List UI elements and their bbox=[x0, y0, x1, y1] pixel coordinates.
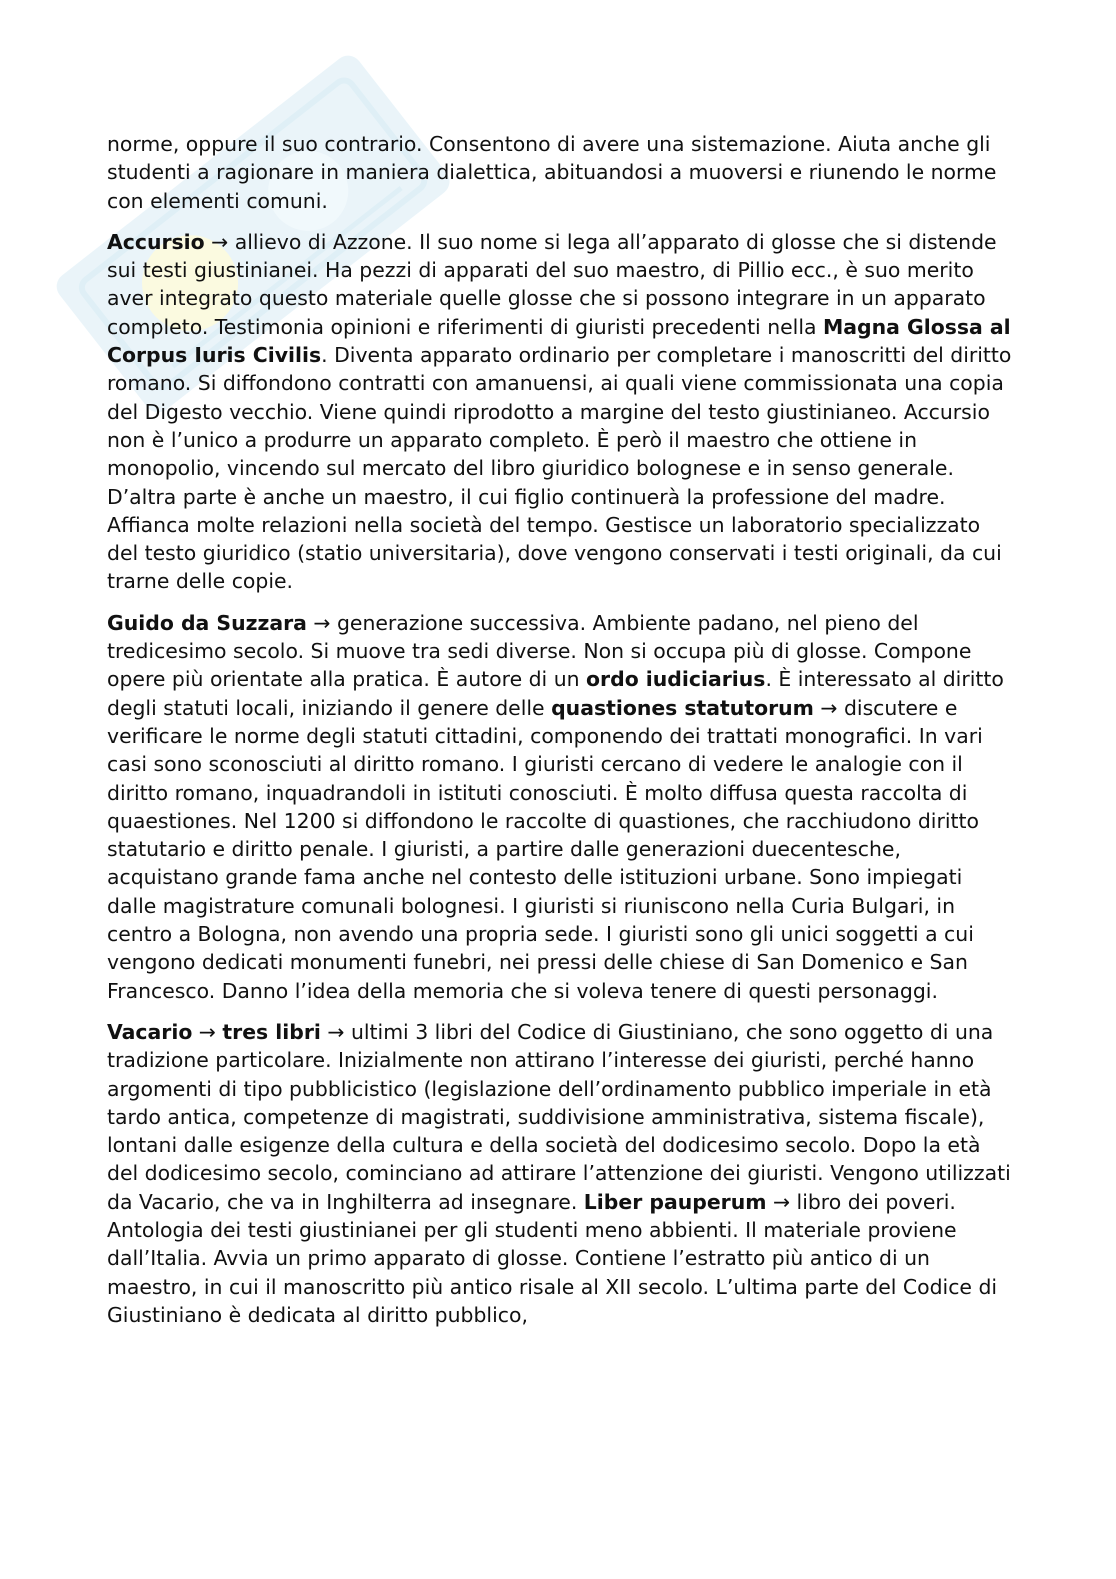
text-run: norme, oppure il suo contrario. Consentono di avere una sistemazione. Aiuta anche gli studenti a ragionare in maniera dialettica, abituandosi a muoversi e riunendo le norme con elementi comuni. bbox=[107, 132, 997, 213]
bold-term: Magna Glossa al Corpus Iuris Civilis bbox=[107, 314, 1011, 368]
paragraph bbox=[107, 1018, 1012, 1329]
bold-term: Vacario bbox=[107, 1019, 193, 1044]
paragraph bbox=[107, 228, 1012, 596]
bold-term: ordo iudiciarius bbox=[586, 667, 766, 692]
text-run: → allievo di Azzone. Il suo nome si lega all’apparato di glosse che si distende sui testi giustinianei. Ha pezzi di apparati del suo maestro, di Pillio ecc., è suo merito aver integrato questo materiale quelle glosse che si possono integrare in un apparato completo. Testimonia opinioni e riferimenti di giuristi precedenti nella bbox=[107, 229, 997, 339]
text-run: → libro dei poveri. Antologia dei testi giustinianei per gli studenti meno abbienti. Il materiale proviene dall’Italia. Avvia un primo apparato di glosse. Contiene l’estratto più antico di un maestro, in cui il manoscritto più antico risale al XII secolo. L’ultima parte del Codice di Giustiniano è dedicata al diritto pubblico, bbox=[107, 1189, 998, 1327]
paragraph bbox=[107, 130, 1012, 215]
bold-term: tres libri bbox=[222, 1019, 321, 1044]
bold-term: Liber pauperum bbox=[583, 1189, 767, 1214]
text-run: . È interessato al diritto degli statuti locali, iniziando il genere delle bbox=[107, 667, 1004, 720]
text-run: → ultimi 3 libri del Codice di Giustiniano, che sono oggetto di una tradizione particolare. Inizialmente non attirano l’interesse dei giuristi, perché hanno argomenti di tipo pubblicistico (legislazione dell’ordinamento pubblico imperiale in età tardo antica, competenze di magistrati, suddivisione amministrativa, sistema fiscale), lontani dalle esigenze della cultura e della società del dodicesimo secolo. Dopo la età del dodicesimo secolo, cominciano ad attirare l’attenzione dei giuristi. Vengono utilizzati da Vacario, che va in Inghilterra ad insegnare. bbox=[107, 1019, 1011, 1214]
document-body bbox=[107, 130, 1012, 1342]
text-run: → discutere e verificare le norme degli statuti cittadini, componendo dei trattati monografici. In vari casi sono sconosciuti al diritto romano. I giuristi cercano di vedere le analogie con il diritto romano, inquadrandoli in istituti conosciuti. È molto diffusa questa raccolta di quaestiones. Nel 1200 si diffondono le raccolte di quastiones, che racchiudono diritto statutario e diritto penale. I giuristi, a partire dalle generazioni duecentesche, acquistano grande fama anche nel contesto delle istituzioni urbane. Sono impiegati dalle magistrature comunali bolognesi. I giuristi si riuniscono nella Curia Bulgari, in centro a Bologna, non avendo una propria sede. I giuristi sono gli unici soggetti a cui vengono dedicati monumenti funebri, nei pressi delle chiese di San Domenico e San Francesco. Danno l’idea della memoria che si voleva tenere di questi personaggi. bbox=[107, 695, 983, 1003]
bold-term: Accursio bbox=[107, 229, 205, 254]
bold-term: quastiones statutorum bbox=[551, 695, 814, 720]
text-run: → generazione successiva. Ambiente padano, nel pieno del tredicesimo secolo. Si muove tra sedi diverse. Non si occupa più di glosse. Compone opere più orientate alla pratica. È autore di un bbox=[107, 610, 972, 692]
text-run: → bbox=[192, 1019, 223, 1044]
paragraph bbox=[107, 609, 1012, 1005]
text-run: . Diventa apparato ordinario per completare i manoscritti del diritto romano. Si diffondono contratti con amanuensi, ai quali viene commissionata una copia del Digesto vecchio. Viene quindi riprodotto a margine del testo giustinianeo. Accursio non è l’unico a produrre un apparato completo. È però il maestro che ottiene in monopolio, vincendo sul mercato del libro giuridico bolognese e in senso generale. D’altra parte è anche un maestro, il cui figlio continuerà la professione del madre. Affianca molte relazioni nella società del tempo. Gestisce un laboratorio specializzato del testo giuridico (statio universitaria), dove vengono conservati i testi originali, da cui trarne delle copie. bbox=[107, 343, 1012, 594]
bold-term: Guido da Suzzara bbox=[107, 610, 307, 635]
